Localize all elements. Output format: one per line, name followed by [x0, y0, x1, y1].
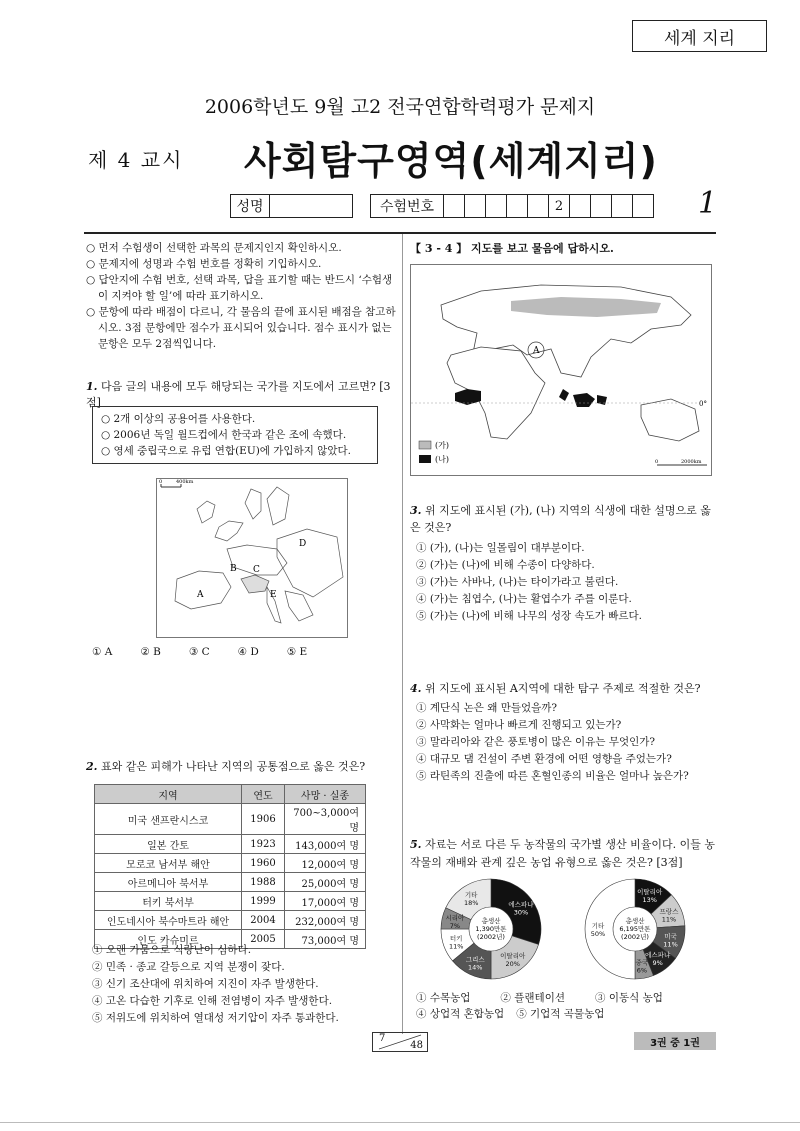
instruction-item: ○ 문항에 따라 배점이 다르니, 각 물음의 끝에 표시된 배점을 참고하시오. 3점 문항에만 점수가 표시되어 있습니다. 점수 표시가 없는 문항은 모두 2점씩입니다. [86, 306, 396, 350]
question-number: 2. [86, 760, 98, 773]
scale-label: 2000km [681, 459, 702, 465]
page-number: 1 [698, 186, 718, 221]
legend-na-swatch [419, 455, 431, 463]
pie2-slice-label: 기타 [591, 922, 605, 930]
table-cell: 일본 간토 [95, 835, 242, 854]
condition-item: ○ 2개 이상의 공용어를 사용한다. [101, 413, 256, 425]
table-cell: 1960 [242, 854, 285, 873]
option[interactable]: ⑤ E [286, 646, 308, 658]
q34-header: 【 3 - 4 】 지도를 보고 물음에 답하시오. [410, 242, 614, 255]
q5-options [416, 990, 716, 1022]
map-scale-label: 400km [176, 479, 194, 485]
table-cell: 아르메니아 북서부 [95, 873, 242, 892]
question-text: 다음 글의 내용에 모두 해당되는 국가를 지도에서 고르면? [3점] [86, 380, 391, 409]
pie1-slice-label: 기타 [464, 890, 478, 899]
option[interactable]: ④ 상업적 혼합농업 [416, 1008, 505, 1020]
period-label: 제 4 교시 [88, 148, 184, 172]
option[interactable]: ④ 고온 다습한 기후로 인해 전염병이 자주 발생한다. [92, 995, 333, 1007]
table-cell: 2005 [242, 930, 285, 949]
table-header: 연도 [242, 785, 285, 804]
option[interactable]: ⑤ 라틴족의 진출에 따른 혼혈인종의 비율은 얼마나 높은가? [416, 770, 689, 782]
europe-map [156, 478, 348, 638]
table-cell: 터키 북서부 [95, 892, 242, 911]
pie2-slice-label: 미국 [664, 932, 677, 941]
table-row [95, 804, 366, 835]
header-divider [84, 232, 716, 234]
option[interactable]: ④ (가)는 침엽수, (나)는 활엽수가 주를 이룬다. [416, 593, 632, 605]
pie1-slice-value: 18% [463, 898, 479, 907]
question-3 [410, 502, 715, 536]
number-cell[interactable] [486, 195, 507, 217]
pie2-center-line: (2002년) [621, 933, 649, 941]
column-divider [402, 234, 403, 1034]
option[interactable]: ④ D [237, 646, 259, 658]
subject-box: 세계 지리 [632, 20, 767, 52]
pie2-slice-value: 13% [642, 896, 657, 905]
bottom-rule [0, 1122, 800, 1123]
question-text: 위 지도에 표시된 A지역에 대한 탐구 주제로 적절한 것은? [424, 682, 701, 695]
exam-number-field[interactable] [370, 194, 654, 218]
option[interactable]: ② 플랜테이션 [500, 992, 565, 1004]
question-number: 3. [410, 504, 422, 517]
number-cell[interactable] [507, 195, 528, 217]
table-cell: 12,000여 명 [285, 854, 366, 873]
table-cell: 2004 [242, 911, 285, 930]
equator-label: 0° [699, 400, 707, 408]
pie1-center-line: 총생산 [481, 917, 501, 925]
option[interactable]: ③ 신기 조산대에 위치하여 지진이 자주 발생한다. [92, 978, 319, 990]
pie2-slice-label: 이탈리아 [637, 888, 663, 897]
name-field[interactable] [230, 194, 353, 218]
question-text: 위 지도에 표시된 (가), (나) 지역의 식생에 대한 설명으로 옳은 것은? [410, 504, 711, 534]
table-row [95, 835, 366, 854]
map-label-b: B [230, 564, 237, 574]
number-cell[interactable] [444, 195, 465, 217]
pie1-center-line: (2002년) [477, 933, 505, 941]
option[interactable]: ① 수목농업 [416, 992, 471, 1004]
pie2-slice-label: 프랑스 [659, 907, 679, 916]
condition-item: ○ 2006년 독일 월드컵에서 한국과 같은 조에 속했다. [101, 429, 347, 441]
pie-chart-1 [436, 874, 556, 984]
number-cell[interactable] [528, 195, 549, 217]
number-digit: 2 [549, 195, 570, 217]
option[interactable]: ① 오랜 가뭄으로 식량난이 심하다. [92, 944, 252, 956]
pie1-center-line: 1,390만톤 [475, 925, 507, 933]
question-number: 1. [86, 380, 98, 393]
option[interactable]: ① (가), (나)는 일몰림이 대부분이다. [416, 542, 585, 554]
question-text: 자료는 서로 다른 두 농작물의 국가별 생산 비율이다. 이들 농작물의 재배와 관계 깊은 농업 유형으로 옳은 것은? [3점] [410, 838, 715, 869]
exam-title: 2006학년도 9월 고2 전국연합학력평가 문제지 [204, 96, 596, 118]
table-cell: 모로코 남서부 해안 [95, 854, 242, 873]
table-cell: 인도네시아 북수마트라 해안 [95, 911, 242, 930]
question-2 [86, 758, 396, 774]
map-label-e: E [270, 590, 277, 600]
table-cell: 73,000여 명 [285, 930, 366, 949]
pie1-slice-value: 7% [449, 921, 461, 930]
pie1-slice-value: 11% [448, 942, 464, 951]
question-text: 표와 같은 피해가 나타난 지역의 공통점으로 옳은 것은? [100, 760, 366, 773]
table-cell: 인도 카슈미르 [95, 930, 242, 949]
option[interactable]: ② (가)는 (나)에 비해 수종이 다양하다. [416, 559, 595, 571]
instruction-item: ○ 답안지에 수험 번호, 선택 과목, 답을 표기할 때는 반드시 ‘수험생이 지켜야 할 일’에 따라 표기하시오. [86, 274, 393, 302]
map-label-a: A [197, 590, 204, 600]
pie1-slice-label: 터키 [449, 934, 463, 943]
pie1-slice-value: 20% [505, 959, 520, 968]
condition-box [92, 406, 378, 464]
pie2-slice-label: 중국 [635, 958, 649, 967]
pie2-slice-value: 9% [652, 959, 663, 968]
table-cell: 143,000여 명 [285, 835, 366, 854]
q2-options [92, 942, 397, 1027]
option[interactable]: ⑤ 기업적 곡물농업 [516, 1008, 605, 1020]
pie-chart-2 [580, 874, 700, 984]
instruction-item: ○ 먼저 수험생이 선택한 과목의 문제지인지 확인하시오. [86, 242, 342, 254]
table-row [95, 873, 366, 892]
pie2-center-line: 6,195만톤 [619, 925, 651, 933]
condition-item: ○ 영세 중립국으로 유럽 연합(EU)에 가입하지 않았다. [101, 445, 351, 457]
table-cell: 232,000여 명 [285, 911, 366, 930]
q3-options [416, 540, 716, 625]
question-number: 5. [410, 838, 422, 851]
table-row [95, 892, 366, 911]
pie1-slice-value: 30% [513, 908, 529, 917]
option[interactable]: ② B [140, 646, 161, 658]
option[interactable]: ⑤ 저위도에 위치하여 열대성 저기압이 자주 통과한다. [92, 1012, 339, 1024]
option[interactable]: ③ C [188, 646, 210, 658]
q1-options [92, 646, 307, 658]
number-cell[interactable] [570, 195, 591, 217]
legend-na-label: (나) [435, 455, 449, 464]
pie1-slice-label: 이탈리아 [500, 951, 526, 960]
pie2-center-line: 총생산 [625, 917, 645, 925]
legend-ga-swatch [419, 441, 431, 449]
option[interactable]: ③ 이동식 농업 [594, 992, 663, 1004]
exam-number-label: 수험번호 [371, 195, 444, 217]
pie1-slice-label: 시리아 [445, 913, 465, 922]
table-row [95, 911, 366, 930]
option[interactable]: ② 민족 · 종교 갈등으로 지역 분쟁이 잦다. [92, 961, 285, 973]
disaster-table-wrap [94, 784, 366, 949]
pie2-slice-value: 50% [590, 930, 606, 938]
table-cell: 17,000여 명 [285, 892, 366, 911]
question-number: 4. [410, 682, 422, 695]
option[interactable]: ⑤ (가)는 (나)에 비해 나무의 성장 속도가 빠르다. [416, 610, 643, 622]
disaster-table [94, 784, 366, 949]
name-label: 성명 [231, 195, 270, 217]
instruction-item: ○ 문제지에 성명과 수험 번호를 정확히 기입하시오. [86, 258, 322, 270]
number-cell[interactable] [591, 195, 612, 217]
map-label-c: C [253, 565, 260, 575]
table-cell: 1923 [242, 835, 285, 854]
table-cell: 700~3,000여 명 [285, 804, 366, 835]
option[interactable]: ① A [92, 646, 113, 658]
pie1-slice-value: 14% [468, 963, 483, 972]
book-info: 3권 중 1권 [634, 1032, 716, 1050]
number-cell[interactable] [612, 195, 633, 217]
option[interactable]: ④ 대규모 댐 건설이 주변 환경에 어떤 영향을 주었는가? [416, 753, 672, 765]
question-5 [410, 836, 715, 872]
page-total: 48 [410, 1040, 423, 1051]
table-cell: 1988 [242, 873, 285, 892]
map-label-d: D [299, 539, 307, 549]
page-current: 7 [379, 1033, 386, 1044]
instructions [86, 240, 396, 352]
pie2-slice-value: 11% [663, 940, 678, 949]
pie2-slice-value: 11% [661, 915, 677, 924]
scale-origin: 0 [655, 459, 659, 465]
table-cell: 25,000여 명 [285, 873, 366, 892]
table-cell: 미국 샌프란시스코 [95, 804, 242, 835]
world-map [410, 264, 712, 476]
option[interactable]: ① 계단식 논은 왜 만들었을까? [416, 702, 558, 714]
pie1-slice-label: 그리스 [465, 955, 485, 964]
number-cell[interactable] [465, 195, 486, 217]
number-cell[interactable] [633, 195, 653, 217]
table-cell: 1999 [242, 892, 285, 911]
map-scale-origin: 0 [159, 479, 163, 485]
name-input[interactable] [270, 195, 352, 217]
q4-options [416, 700, 716, 785]
table-header: 지역 [95, 785, 242, 804]
legend-ga-label: (가) [435, 441, 449, 450]
table-row [95, 854, 366, 873]
table-header: 사망 · 실종 [285, 785, 366, 804]
option[interactable]: ③ (가)는 사바나, (나)는 타이가라고 불린다. [416, 576, 619, 588]
question-4 [410, 680, 715, 696]
pie1-slice-label: 에스파냐 [508, 900, 534, 909]
map-label-a: A [533, 346, 540, 356]
main-title: 사회탐구영역(세계지리) [244, 139, 658, 183]
pie2-slice-label: 에스파냐 [645, 951, 671, 960]
table-cell: 1906 [242, 804, 285, 835]
page-indicator [372, 1032, 428, 1052]
pie2-slice-value: 6% [636, 966, 648, 975]
option[interactable]: ② 사막화는 얼마나 빠르게 진행되고 있는가? [416, 719, 622, 731]
option[interactable]: ③ 말라리아와 같은 풍토병이 많은 이유는 무엇인가? [416, 736, 656, 748]
